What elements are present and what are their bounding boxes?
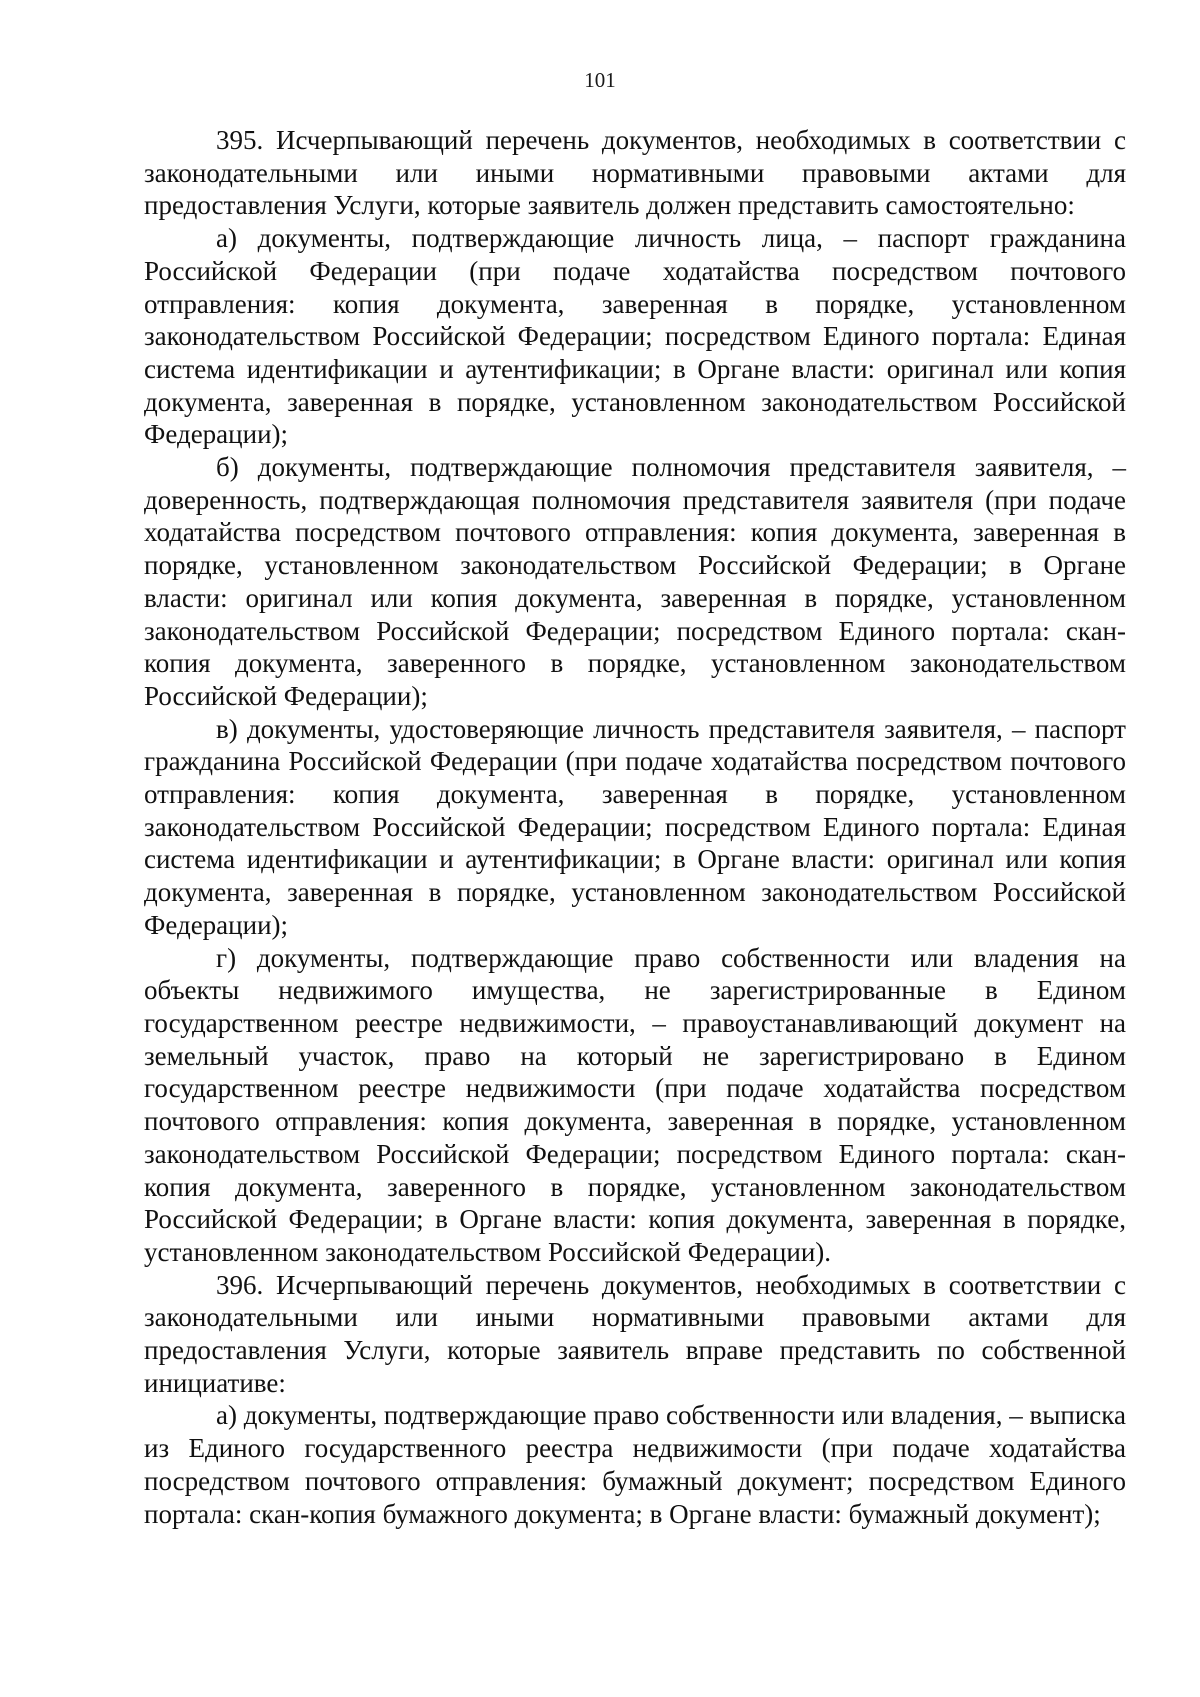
paragraph-395-a: а) документы, подтверждающие личность лица, – паспорт гражданина Российской Федерации (при подаче ходатайства посредством почтового отправления: копия документа, заверенная в порядке, установленном законодательством Российской Федерации; посредством Единого портала: Единая система идентификации и аутентификации; в Органе власти: оригинал или копия документа, заверенная в порядке, установленном законодательством Российской Федерации);: [144, 223, 1126, 450]
paragraph-396: 396. Исчерпывающий перечень документов, необходимых в соответствии с законодательными или иными нормативными правовыми актами для предоставления Услуги, которые заявитель вправе представить по собственной инициативе:: [144, 1269, 1126, 1398]
paragraph-395: 395. Исчерпывающий перечень документов, необходимых в соответствии с законодательными или иными нормативными правовыми актами для предоставления Услуги, которые заявитель должен представить самостоятельно:: [144, 125, 1126, 221]
document-body: [144, 124, 1126, 1530]
page-number: 101: [584, 68, 616, 92]
paragraph-396-a: а) документы, подтверждающие право собственности или владения, – выписка из Единого государственного реестра недвижимости (при подаче ходатайства посредством почтового отправления: бумажный документ; посредством Единого портала: скан-копия бумажного документа; в Органе власти: бумажный документ);: [144, 1400, 1126, 1529]
paragraph-395-b: б) документы, подтверждающие полномочия представителя заявителя, – доверенность, подтверждающая полномочия представителя заявителя (при подаче ходатайства посредством почтового отправления: копия документа, заверенная в порядке, установленном законодательством Российской Федерации; в Органе власти: оригинал или копия документа, заверенная в порядке, установленном законодательством Российской Федерации; посредством Единого портала: скан-копия документа, заверенного в порядке, установленном законодательством Российской Федерации);: [144, 452, 1126, 711]
paragraph-395-v: в) документы, удостоверяющие личность представителя заявителя, – паспорт гражданина Российской Федерации (при подаче ходатайства посредством почтового отправления: копия документа, заверенная в порядке, установленном законодательством Российской Федерации; посредством Единого портала: Единая система идентификации и аутентификации; в Органе власти: оригинал или копия документа, заверенная в порядке, установленном законодательством Российской Федерации);: [144, 713, 1126, 940]
paragraph-395-g: г) документы, подтверждающие право собственности или владения на объекты недвижимого имущества, не зарегистрированные в Едином государственном реестре недвижимости, – правоустанавливающий документ на земельный участок, право на который не зарегистрировано в Едином государственном реестре недвижимости (при подаче ходатайства посредством почтового отправления: копия документа, заверенная в порядке, установленном законодательством Российской Федерации; посредством Единого портала: скан-копия документа, заверенного в порядке, установленном законодательством Российской Федерации; в Органе власти: копия документа, заверенная в порядке, установленном законодательством Российской Федерации).: [144, 942, 1126, 1267]
